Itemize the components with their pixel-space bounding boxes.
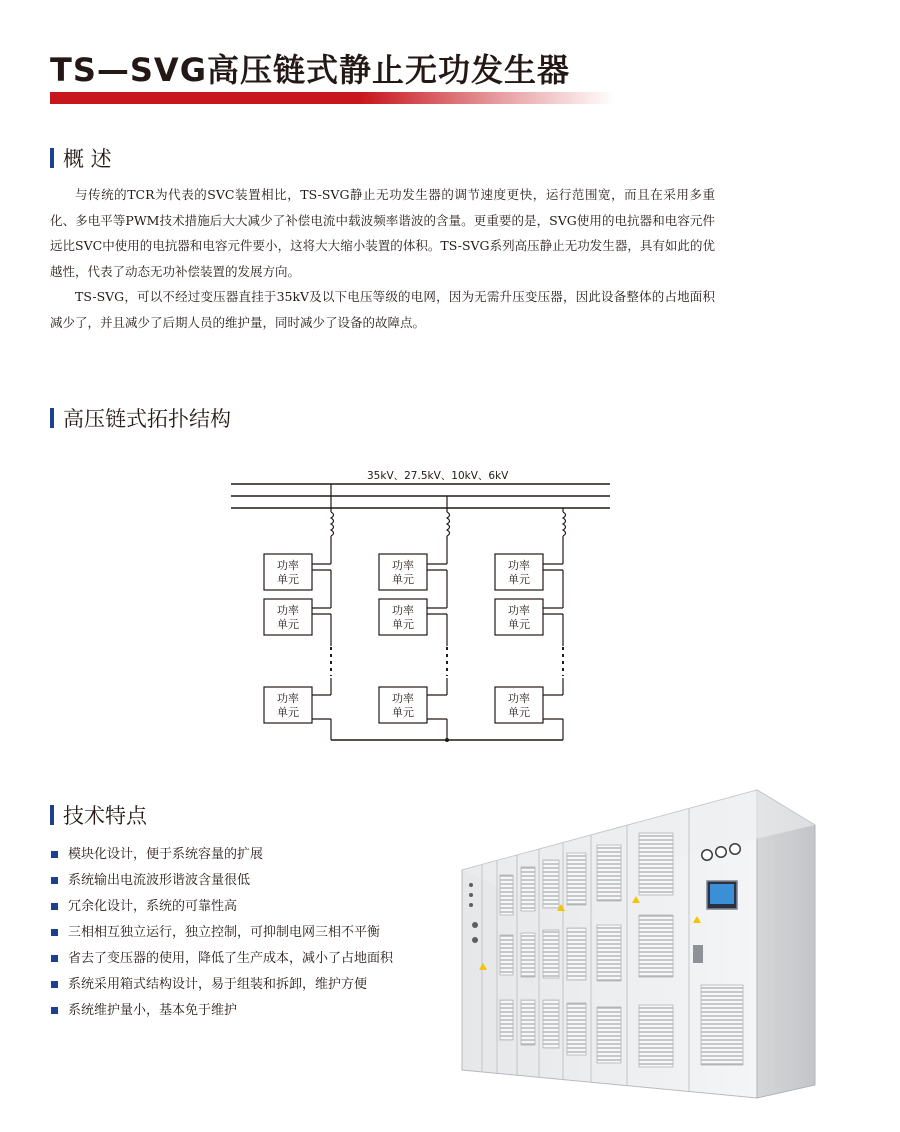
power-unit-label: 功率 [392, 692, 414, 705]
power-unit-label: 单元 [392, 706, 414, 719]
feature-text: 系统维护量小，基本免于维护 [68, 1003, 238, 1018]
square-bullet-icon [51, 903, 58, 910]
topology-heading-text: 高压链式拓扑结构 [63, 407, 231, 431]
svg-cabinet-image [457, 785, 817, 1100]
overview-heading-text: 概 述 [63, 147, 112, 171]
power-unit-label: 单元 [508, 618, 530, 631]
power-unit-label: 单元 [392, 618, 414, 631]
power-unit-label: 单元 [392, 573, 414, 586]
section-heading-overview [50, 143, 112, 173]
topology-diagram [226, 464, 636, 754]
power-unit-label: 功率 [392, 604, 414, 617]
power-unit-label: 功率 [392, 559, 414, 572]
page-title: TS—SVG高压链式静止无功发生器 [50, 51, 570, 89]
heading-marker [50, 805, 54, 825]
square-bullet-icon [51, 877, 58, 884]
power-unit-label: 单元 [277, 706, 299, 719]
section-heading-features [50, 800, 147, 830]
feature-text: 系统采用箱式结构设计，易于组装和拆卸，维护方便 [68, 977, 368, 992]
list-item [50, 976, 393, 1002]
list-item [50, 846, 393, 872]
list-item [50, 950, 393, 976]
power-unit-label: 功率 [508, 604, 530, 617]
overview-body [50, 182, 715, 335]
feature-list [50, 846, 393, 1028]
feature-text: 系统输出电流波形谐波含量很低 [68, 873, 251, 888]
power-unit-label: 单元 [508, 706, 530, 719]
power-unit-label: 功率 [277, 559, 299, 572]
feature-text: 省去了变压器的使用，降低了生产成本，减小了占地面积 [68, 951, 394, 966]
power-unit-label: 功率 [277, 604, 299, 617]
power-unit-label: 单元 [277, 618, 299, 631]
feature-text: 模块化设计，便于系统容量的扩展 [68, 847, 264, 862]
feature-text: 冗余化设计，系统的可靠性高 [68, 899, 238, 914]
heading-marker [50, 408, 54, 428]
list-item [50, 898, 393, 924]
heading-marker [50, 148, 54, 168]
power-unit-label: 单元 [508, 573, 530, 586]
square-bullet-icon [51, 981, 58, 988]
power-unit-label: 功率 [508, 692, 530, 705]
section-heading-topology [50, 403, 231, 433]
power-unit-label: 单元 [277, 573, 299, 586]
list-item [50, 924, 393, 950]
square-bullet-icon [51, 851, 58, 858]
list-item [50, 872, 393, 898]
feature-text: 三相相互独立运行，独立控制，可抑制电网三相不平衡 [68, 925, 381, 940]
list-item [50, 1002, 393, 1028]
title-underline [50, 92, 615, 104]
square-bullet-icon [51, 955, 58, 962]
square-bullet-icon [51, 929, 58, 936]
power-unit-label: 功率 [277, 692, 299, 705]
square-bullet-icon [51, 1007, 58, 1014]
overview-paragraph-2: TS-SVG，可以不经过变压器直挂于35kV及以下电压等级的电网，因为无需升压变压器，因此设备整体的占地面积减少了，并且减少了后期人员的维护量，同时减少了设备的故障点。 [50, 289, 715, 330]
overview-paragraph-1: 与传统的TCR为代表的SVC装置相比，TS-SVG静止无功发生器的调节速度更快，运行范围宽，而且在采用多重化、多电平等PWM技术措施后大大减少了补偿电流中载波频率谐波的含量。更重要的是，SVG使用的电抗器和电容元件远比SVC中使用的电抗器和电容元件要小，这将大大缩小装置的体积。TS-SVG系列高压静止无功发生器，具有如此的优越性，代表了动态无功补偿装置的发展方向。 [50, 187, 715, 279]
power-unit-label: 功率 [508, 559, 530, 572]
features-heading-text: 技术特点 [63, 804, 147, 828]
bus-voltage-label: 35kV、27.5kV、10kV、6kV [367, 470, 509, 482]
